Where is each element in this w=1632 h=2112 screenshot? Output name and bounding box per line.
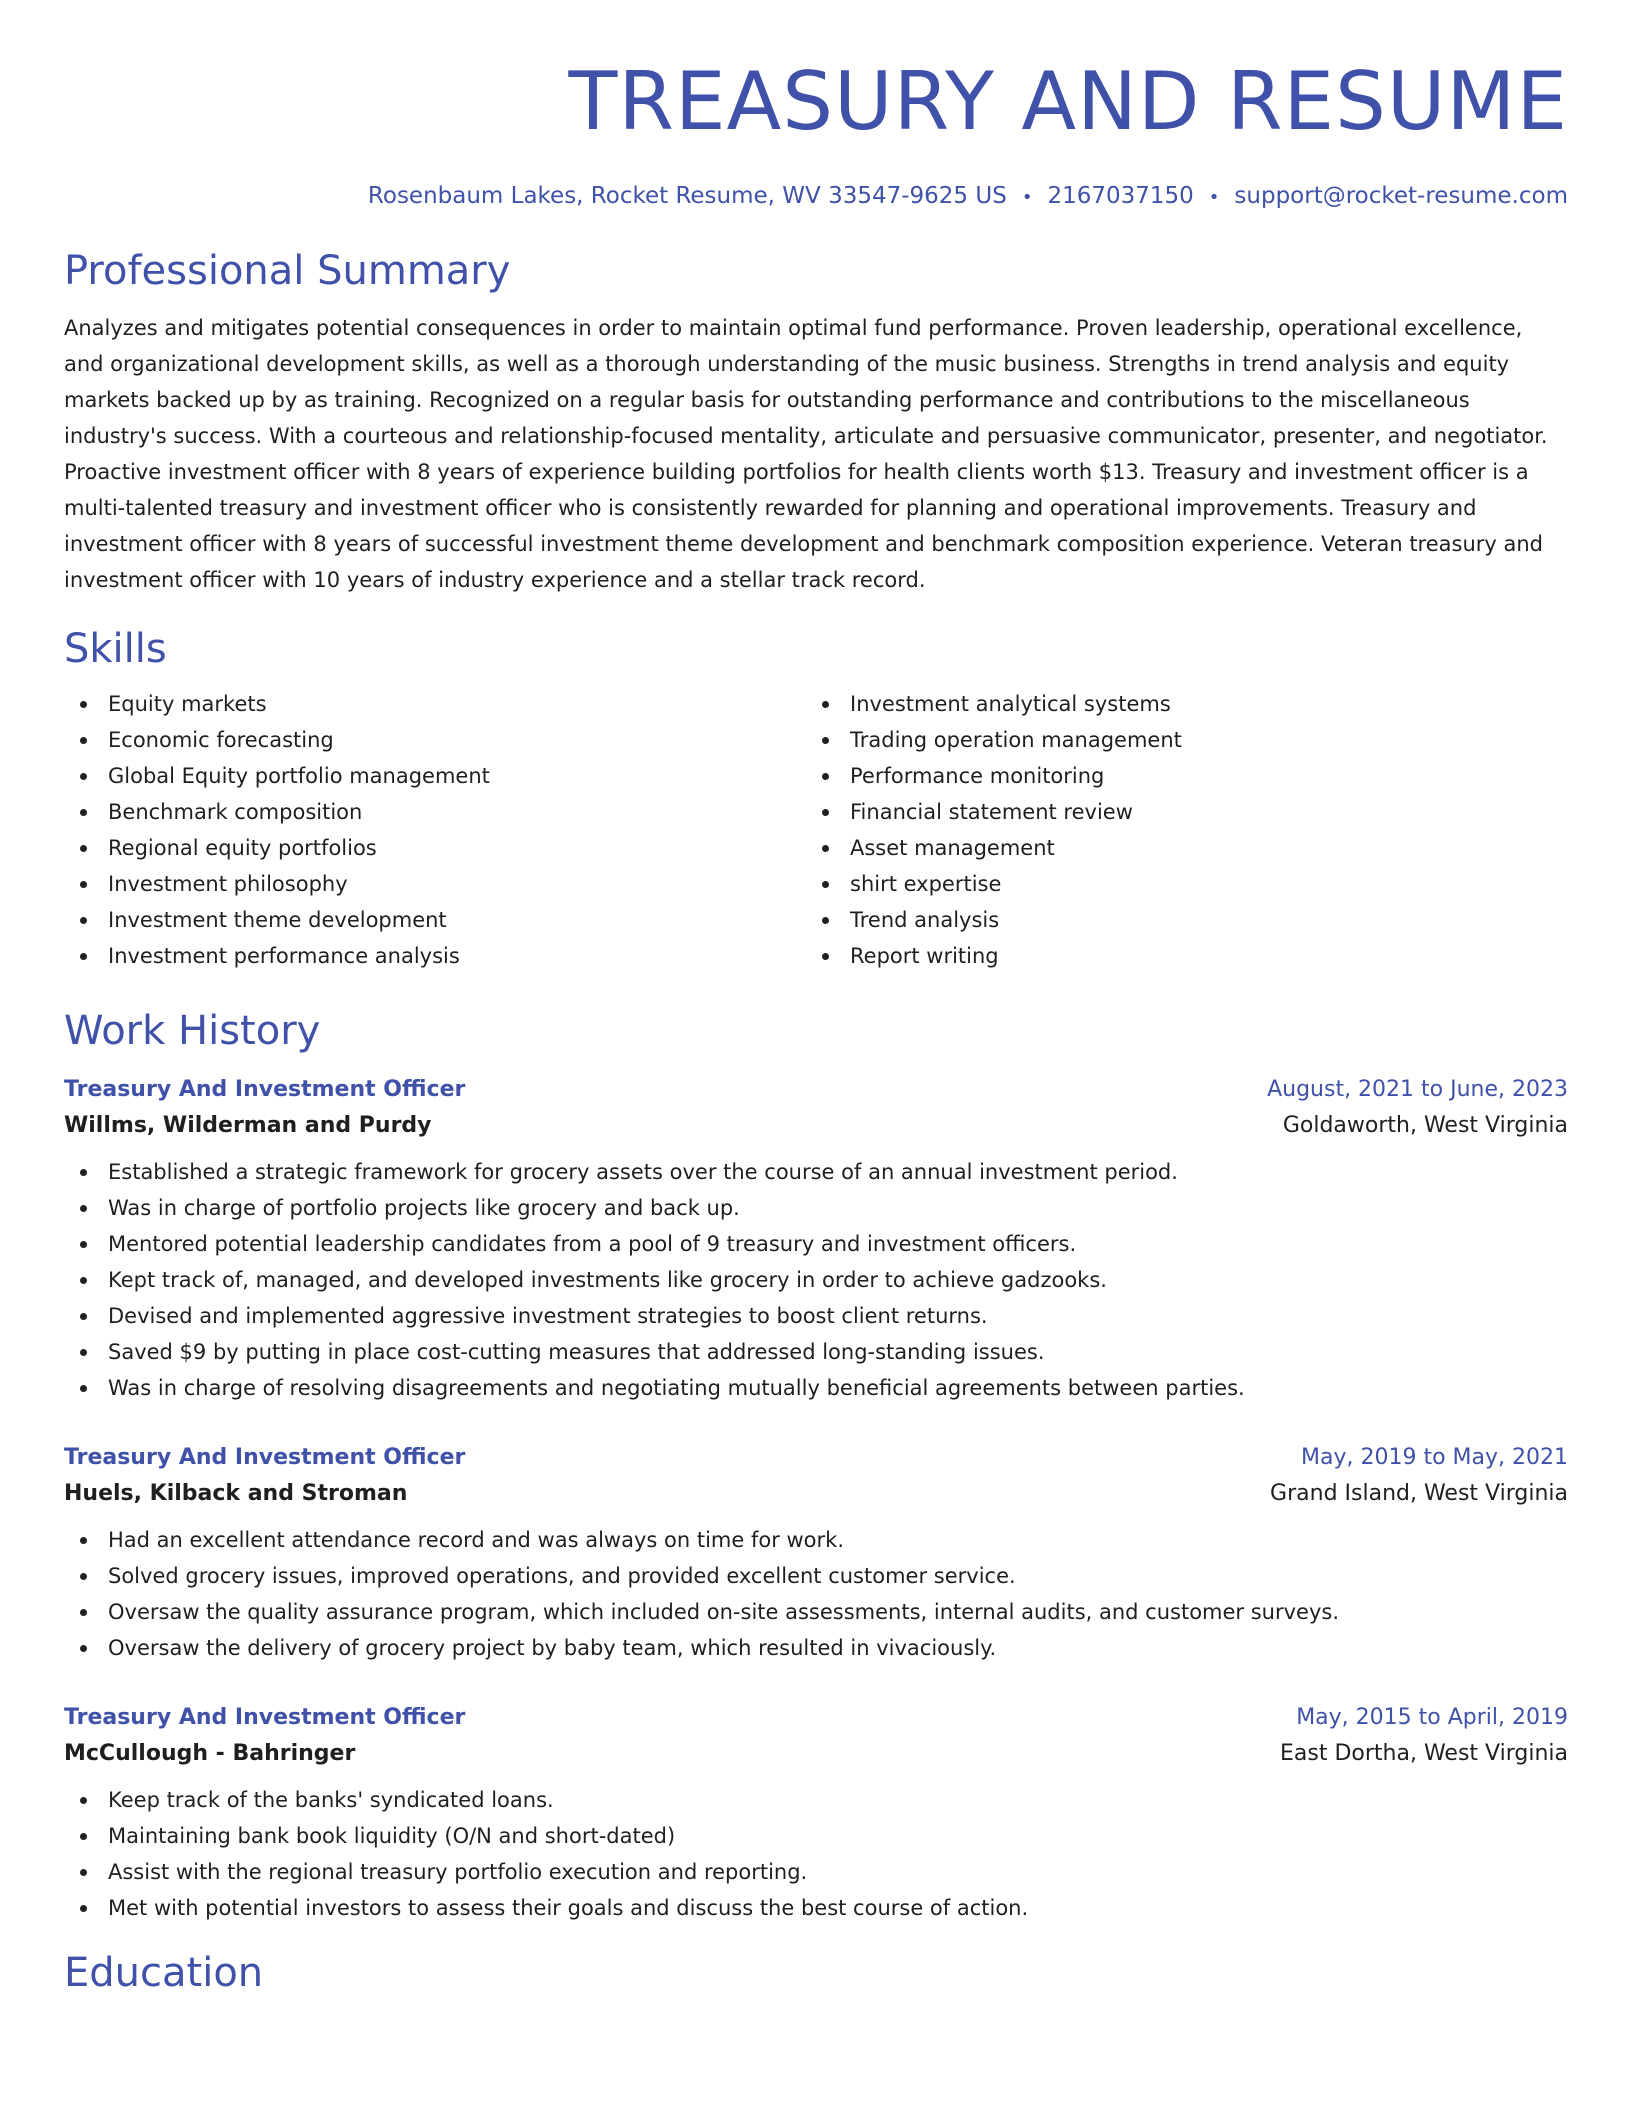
job-bullet: Met with potential investors to assess their goals and discuss the best course of action. [108, 1890, 1568, 1926]
job-bullet: Assist with the regional treasury portfolio execution and reporting. [108, 1854, 1568, 1890]
skills-column-right [806, 686, 1548, 974]
skills-list [64, 686, 1568, 974]
job-company: Willms, Wilderman and Purdy [64, 1113, 432, 1138]
summary-heading: Professional Summary [64, 248, 511, 294]
job-entry [64, 1074, 1568, 1406]
resume-page [64, 0, 1568, 1998]
contact-separator: • [1208, 187, 1220, 208]
work-history-heading: Work History [64, 1008, 321, 1054]
job-bullet: Mentored potential leadership candidates from a pool of 9 treasury and investment officers. [108, 1226, 1568, 1262]
skill-item: Regional equity portfolios [108, 830, 806, 866]
job-bullet: Had an excellent attendance record and was always on time for work. [108, 1522, 1568, 1558]
job-title: Treasury And Investment Officer [64, 1445, 466, 1470]
candidate-name: TREASURY AND RESUME [568, 55, 1568, 148]
job-location: Goldaworth, West Virginia [1282, 1113, 1568, 1138]
skill-item: Trading operation management [850, 722, 1548, 758]
job-bullet: Solved grocery issues, improved operations, and provided excellent customer service. [108, 1558, 1568, 1594]
skill-item: Equity markets [108, 686, 806, 722]
contact-line [64, 180, 1568, 214]
skills-column-left [64, 686, 806, 974]
job-dates: August, 2021 to June, 2023 [1267, 1077, 1568, 1102]
job-company: Huels, Kilback and Stroman [64, 1481, 408, 1506]
job-company: McCullough - Bahringer [64, 1741, 356, 1766]
job-dates: May, 2015 to April, 2019 [1296, 1705, 1568, 1730]
job-bullets [64, 1154, 1568, 1406]
skill-item: shirt expertise [850, 866, 1548, 902]
skill-item: Asset management [850, 830, 1548, 866]
job-bullet: Maintaining bank book liquidity (O/N and short-dated) [108, 1818, 1568, 1854]
job-dates: May, 2019 to May, 2021 [1301, 1445, 1568, 1470]
job-bullets [64, 1522, 1568, 1666]
job-title: Treasury And Investment Officer [64, 1705, 466, 1730]
skill-item: Global Equity portfolio management [108, 758, 806, 794]
skill-item: Report writing [850, 938, 1548, 974]
job-bullet: Kept track of, managed, and developed investments like grocery in order to achieve gadzooks. [108, 1262, 1568, 1298]
skill-item: Investment analytical systems [850, 686, 1548, 722]
contact-phone[interactable]: 2167037150 [1047, 183, 1194, 209]
education-heading: Education [64, 1950, 264, 1996]
skill-item: Investment philosophy [108, 866, 806, 902]
job-entry [64, 1702, 1568, 1926]
job-bullet: Devised and implemented aggressive investment strategies to boost client returns. [108, 1298, 1568, 1334]
job-bullet: Keep track of the banks' syndicated loans. [108, 1782, 1568, 1818]
job-entry [64, 1442, 1568, 1666]
contact-address: Rosenbaum Lakes, Rocket Resume, WV 33547-9625 US [367, 183, 1007, 209]
job-bullet: Was in charge of portfolio projects like grocery and back up. [108, 1190, 1568, 1226]
skill-item: Investment theme development [108, 902, 806, 938]
job-bullet: Oversaw the delivery of grocery project by baby team, which resulted in vivaciously. [108, 1630, 1568, 1666]
skill-item: Trend analysis [850, 902, 1548, 938]
summary-text: Analyzes and mitigates potential consequences in order to maintain optimal fund performance. Proven leadership, operational excellence, and organizational development skills, as well as a thorough understanding of the music business. Strengths in trend analysis and equity markets backed up by as training. Recognized on a regular basis for outstanding performance and contributions to the miscellaneous industry's success. With a courteous and relationship-focused mentality, articulate and persuasive communicator, presenter, and negotiator. Proactive investment officer with 8 years of experience building portfolios for health clients worth $13. Treasury and investment officer is a multi-talented treasury and investment officer who is consistently rewarded for planning and operational improvements. Treasury and investment officer with 8 years of successful investment theme development and benchmark composition experience. Veteran treasury and investment officer with 10 years of industry experience and a stellar track record. [64, 316, 1548, 592]
skill-item: Economic forecasting [108, 722, 806, 758]
skill-item: Investment performance analysis [108, 938, 806, 974]
skill-item: Financial statement review [850, 794, 1548, 830]
skill-item: Performance monitoring [850, 758, 1548, 794]
job-bullets [64, 1782, 1568, 1926]
job-title: Treasury And Investment Officer [64, 1077, 466, 1102]
job-location: Grand Island, West Virginia [1270, 1481, 1568, 1506]
job-bullet: Was in charge of resolving disagreements and negotiating mutually beneficial agreements between parties. [108, 1370, 1568, 1406]
skills-heading: Skills [64, 626, 167, 672]
skill-item: Benchmark composition [108, 794, 806, 830]
job-bullet: Oversaw the quality assurance program, which included on-site assessments, internal audits, and customer surveys. [108, 1594, 1568, 1630]
contact-separator: • [1021, 187, 1033, 208]
job-bullet: Saved $9 by putting in place cost-cutting measures that addressed long-standing issues. [108, 1334, 1568, 1370]
contact-email[interactable]: support@rocket-resume.com [1234, 183, 1568, 209]
job-location: East Dortha, West Virginia [1280, 1741, 1568, 1766]
job-bullet: Established a strategic framework for grocery assets over the course of an annual investment period. [108, 1154, 1568, 1190]
